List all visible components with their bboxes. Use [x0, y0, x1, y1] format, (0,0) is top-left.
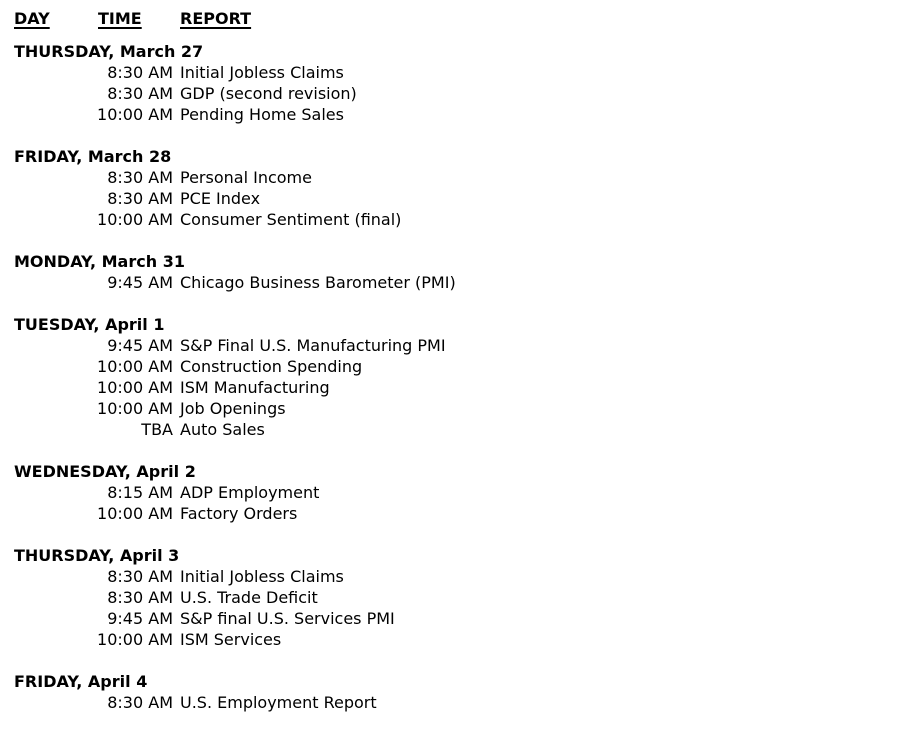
- event-report: ISM Manufacturing: [180, 378, 330, 397]
- day-block: [14, 146, 899, 230]
- day-block: [14, 251, 899, 293]
- event-row: [14, 503, 899, 524]
- event-report: S&P Final U.S. Manufacturing PMI: [180, 336, 446, 355]
- event-report: Factory Orders: [180, 504, 298, 523]
- event-row: [14, 419, 899, 440]
- event-time: 8:30 AM: [107, 693, 173, 712]
- event-time: 8:30 AM: [107, 63, 173, 82]
- event-time: 8:30 AM: [107, 588, 173, 607]
- event-time: 8:15 AM: [107, 483, 173, 502]
- column-header-day: DAY: [14, 9, 50, 28]
- event-row: [14, 629, 899, 650]
- event-time: 9:45 AM: [107, 609, 173, 628]
- event-time: 10:00 AM: [97, 210, 173, 229]
- event-report: U.S. Trade Deficit: [180, 588, 318, 607]
- day-block: [14, 461, 899, 524]
- event-report: PCE Index: [180, 189, 261, 208]
- column-header-report: REPORT: [180, 9, 252, 28]
- event-report: Initial Jobless Claims: [180, 63, 344, 82]
- day-heading: THURSDAY, April 3: [14, 546, 180, 565]
- event-row: [14, 167, 899, 188]
- event-row: [14, 608, 899, 629]
- event-row: [14, 188, 899, 209]
- event-report: Auto Sales: [180, 420, 265, 439]
- event-report: S&P final U.S. Services PMI: [180, 609, 395, 628]
- day-heading: TUESDAY, April 1: [14, 315, 165, 334]
- day-heading: THURSDAY, March 27: [14, 42, 204, 61]
- day-block: [14, 41, 899, 125]
- event-time: 8:30 AM: [107, 168, 173, 187]
- event-row: [14, 104, 899, 125]
- event-report: Pending Home Sales: [180, 105, 344, 124]
- event-row: [14, 377, 899, 398]
- event-row: [14, 356, 899, 377]
- event-row: [14, 398, 899, 419]
- event-row: [14, 272, 899, 293]
- column-header-row: [14, 8, 899, 30]
- day-heading: FRIDAY, March 28: [14, 147, 172, 166]
- event-report: Consumer Sentiment (final): [180, 210, 402, 229]
- day-block: [14, 671, 899, 713]
- day-heading: WEDNESDAY, April 2: [14, 462, 196, 481]
- day-heading: MONDAY, March 31: [14, 252, 185, 271]
- event-row: [14, 335, 899, 356]
- event-report: ADP Employment: [180, 483, 320, 502]
- event-time: 10:00 AM: [97, 399, 173, 418]
- event-time: 10:00 AM: [97, 504, 173, 523]
- event-time: 8:30 AM: [107, 189, 173, 208]
- event-time: 9:45 AM: [107, 273, 173, 292]
- event-time: 10:00 AM: [97, 357, 173, 376]
- event-report: Personal Income: [180, 168, 312, 187]
- event-row: [14, 566, 899, 587]
- event-time: TBA: [141, 420, 173, 439]
- event-report: ISM Services: [180, 630, 282, 649]
- day-block: [14, 314, 899, 440]
- event-time: 8:30 AM: [107, 84, 173, 103]
- event-row: [14, 62, 899, 83]
- event-report: Construction Spending: [180, 357, 363, 376]
- schedule-list: [14, 41, 899, 713]
- event-row: [14, 482, 899, 503]
- day-heading: FRIDAY, April 4: [14, 672, 148, 691]
- column-header-time: TIME: [98, 9, 142, 28]
- event-report: Chicago Business Barometer (PMI): [180, 273, 456, 292]
- event-row: [14, 692, 899, 713]
- event-row: [14, 83, 899, 104]
- event-time: 10:00 AM: [97, 630, 173, 649]
- day-block: [14, 545, 899, 650]
- event-time: 10:00 AM: [97, 378, 173, 397]
- event-time: 10:00 AM: [97, 105, 173, 124]
- event-report: U.S. Employment Report: [180, 693, 377, 712]
- economic-calendar: [14, 8, 899, 734]
- event-time: 9:45 AM: [107, 336, 173, 355]
- event-row: [14, 587, 899, 608]
- event-time: 8:30 AM: [107, 567, 173, 586]
- event-row: [14, 209, 899, 230]
- event-report: Initial Jobless Claims: [180, 567, 344, 586]
- event-report: Job Openings: [180, 399, 286, 418]
- event-report: GDP (second revision): [180, 84, 357, 103]
